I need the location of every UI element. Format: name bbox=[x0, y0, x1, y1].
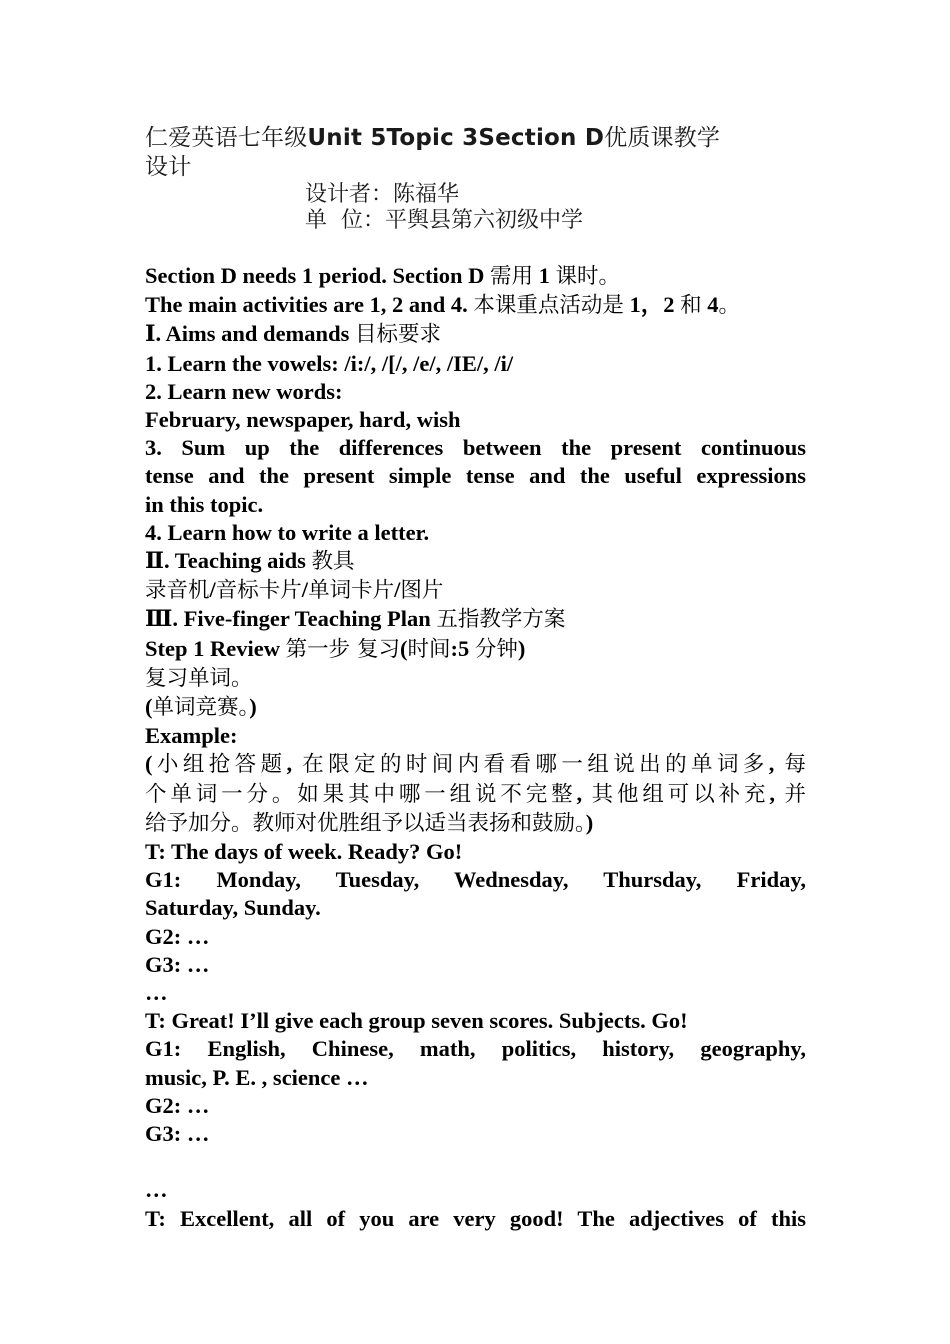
line-text-en: 2. Learn new words: bbox=[145, 378, 343, 404]
body-line bbox=[145, 1148, 806, 1176]
line-text-en: 1 bbox=[533, 263, 556, 288]
body-line bbox=[145, 635, 806, 664]
body-line bbox=[145, 1064, 806, 1092]
body-line bbox=[145, 838, 806, 866]
body-line bbox=[145, 923, 806, 951]
body-line bbox=[145, 1176, 806, 1204]
line-text-en: G2: … bbox=[145, 923, 210, 949]
body-line bbox=[145, 1205, 806, 1233]
line-text-cn: 本课重点活动是 bbox=[473, 293, 624, 319]
body-line bbox=[145, 291, 806, 320]
line-text-en: Ⅱ. Teaching aids bbox=[145, 548, 312, 574]
body-line bbox=[145, 262, 806, 291]
line-text-cn: 个单词一分。如果其中哪一组说不完整 bbox=[145, 781, 577, 807]
line-text-en: 4 bbox=[701, 292, 719, 318]
line-text-en: Ⅰ. Aims and demands bbox=[145, 321, 355, 347]
line-text-en: / bbox=[394, 577, 401, 603]
title-line2: 设计 bbox=[145, 154, 192, 180]
body-line bbox=[145, 866, 806, 894]
line-text-cn: 。 bbox=[718, 293, 741, 319]
document-page bbox=[145, 124, 806, 1233]
title-en: Unit 5Topic 3Section D bbox=[307, 125, 605, 151]
line-text-en: ) bbox=[585, 809, 594, 835]
title-cn-suffix: 优质课教学 bbox=[604, 125, 721, 151]
line-text-en: Section D needs 1 period. Section D bbox=[145, 263, 490, 288]
body-line bbox=[145, 979, 806, 1007]
line-text-cn: 音标卡片 bbox=[215, 578, 302, 604]
line-text-en: tense and the present simple tense and the useful expressions bbox=[145, 463, 806, 489]
line-text-en: The main activities are 1, 2 and 4. bbox=[145, 292, 474, 318]
line-text-en: ( bbox=[399, 635, 408, 661]
unit-line: 单 位：平舆县第六初级中学 bbox=[305, 208, 583, 233]
line-text-en: Example: bbox=[145, 723, 238, 749]
line-text-en: ) bbox=[249, 694, 257, 720]
body-line bbox=[145, 809, 806, 838]
body-line bbox=[145, 547, 806, 576]
line-text-en: , bbox=[576, 780, 592, 806]
line-text-cn: 并 bbox=[784, 781, 806, 807]
line-text-en: T: The days of week. Ready? Go! bbox=[145, 839, 463, 865]
body-line bbox=[145, 664, 806, 693]
line-text-cn: 图片 bbox=[400, 578, 444, 604]
line-text-en: … bbox=[145, 1177, 168, 1203]
line-text-en: , bbox=[286, 751, 303, 777]
line-text-en: … bbox=[145, 980, 168, 1006]
line-text-cn: 小组抢答题 bbox=[152, 752, 287, 778]
line-text-en: G1: Monday, Tuesday, Wednesday, Thursday, Friday, bbox=[145, 867, 806, 893]
line-text-en: 3. Sum up the differences between the present continuous bbox=[145, 435, 806, 461]
body-line bbox=[145, 462, 806, 490]
body-line bbox=[145, 894, 806, 922]
line-text-cn: 需用 bbox=[490, 264, 534, 289]
line-text-en: ) bbox=[517, 635, 526, 661]
line-text-en: 4. Learn how to write a letter. bbox=[145, 519, 430, 545]
line-text-cn: 和 bbox=[680, 293, 702, 319]
line-text-en: in this topic. bbox=[145, 491, 264, 517]
line-text-en: / bbox=[209, 577, 216, 603]
body-line bbox=[145, 693, 806, 722]
line-text-en: G1: English, Chinese, math, politics, history, geography, bbox=[145, 1036, 806, 1062]
line-text-en: Saturday, Sunday. bbox=[145, 895, 321, 921]
line-text-cn: 单词竞赛。 bbox=[152, 695, 250, 721]
line-text-en: Step 1 Review bbox=[145, 635, 286, 661]
body-line bbox=[145, 1092, 806, 1120]
line-text-cn: 目标要求 bbox=[354, 322, 441, 348]
document-title bbox=[145, 124, 806, 182]
body-line bbox=[145, 1120, 806, 1148]
line-text-cn: 每 bbox=[784, 752, 806, 778]
line-text-cn: 录音机 bbox=[145, 578, 210, 604]
line-text-en: music, P. E. , science … bbox=[145, 1064, 369, 1090]
line-text-cn: 分钟 bbox=[474, 636, 518, 662]
body-line bbox=[145, 1007, 806, 1035]
line-text-en: T: Great! I’ll give each group seven scores. Subjects. Go! bbox=[145, 1008, 688, 1034]
line-text-en: 1. Learn the vowels: /i:/, /[/, /e/, /IE/, /i/ bbox=[145, 350, 514, 376]
line-text-en: 1，2 bbox=[623, 292, 681, 318]
designer-line: 设计者：陈福华 bbox=[305, 182, 460, 207]
line-text-cn: 单词卡片 bbox=[308, 578, 395, 604]
line-text-cn: 时间 bbox=[407, 636, 451, 662]
line-text-en: :5 bbox=[450, 635, 475, 661]
body-line bbox=[145, 406, 806, 434]
body-line bbox=[145, 491, 806, 519]
line-text-en: , bbox=[768, 751, 785, 777]
line-text-en: ( bbox=[145, 694, 153, 720]
body-line bbox=[145, 576, 806, 605]
body-line bbox=[145, 320, 806, 349]
line-text-cn: 复习单词。 bbox=[145, 665, 253, 691]
line-text-en: T: Excellent, all of you are very good! The adjectives of this bbox=[145, 1205, 806, 1231]
line-text-cn: 在限定的时间内看看哪一组说出的单词多 bbox=[302, 752, 769, 778]
line-text-en: G3: … bbox=[145, 951, 210, 977]
body-line bbox=[145, 951, 806, 979]
line-text-cn: 课时。 bbox=[555, 264, 621, 289]
line-text-cn: 其他组可以补充 bbox=[591, 781, 770, 807]
body-line bbox=[145, 722, 806, 750]
line-text-cn: 教具 bbox=[311, 549, 355, 575]
body-line bbox=[145, 605, 806, 634]
line-text-en: February, newspaper, hard, wish bbox=[145, 407, 461, 433]
body-line bbox=[145, 780, 806, 809]
body-line bbox=[145, 750, 806, 779]
body-line bbox=[145, 350, 806, 378]
body-line bbox=[145, 1035, 806, 1063]
line-text-en: , bbox=[769, 780, 785, 806]
body-line bbox=[145, 519, 806, 547]
line-text-en: G2: … bbox=[145, 1092, 210, 1118]
line-text-en: Ⅲ. Five-finger Teaching Plan bbox=[145, 606, 437, 632]
line-text-en: / bbox=[301, 577, 309, 603]
body-line bbox=[145, 434, 806, 462]
line-text-en: G3: … bbox=[145, 1121, 210, 1147]
document-body bbox=[145, 262, 806, 1233]
body-line bbox=[145, 378, 806, 406]
title-cn-prefix: 仁爱英语七年级 bbox=[145, 125, 308, 151]
line-text-en: ( bbox=[145, 751, 153, 777]
line-text-cn: 第一步 复习 bbox=[285, 636, 400, 662]
line-text-cn: 五指教学方案 bbox=[436, 607, 566, 633]
line-text-cn: 给予加分。教师对优胜组予以适当表扬和鼓励。 bbox=[145, 810, 586, 836]
